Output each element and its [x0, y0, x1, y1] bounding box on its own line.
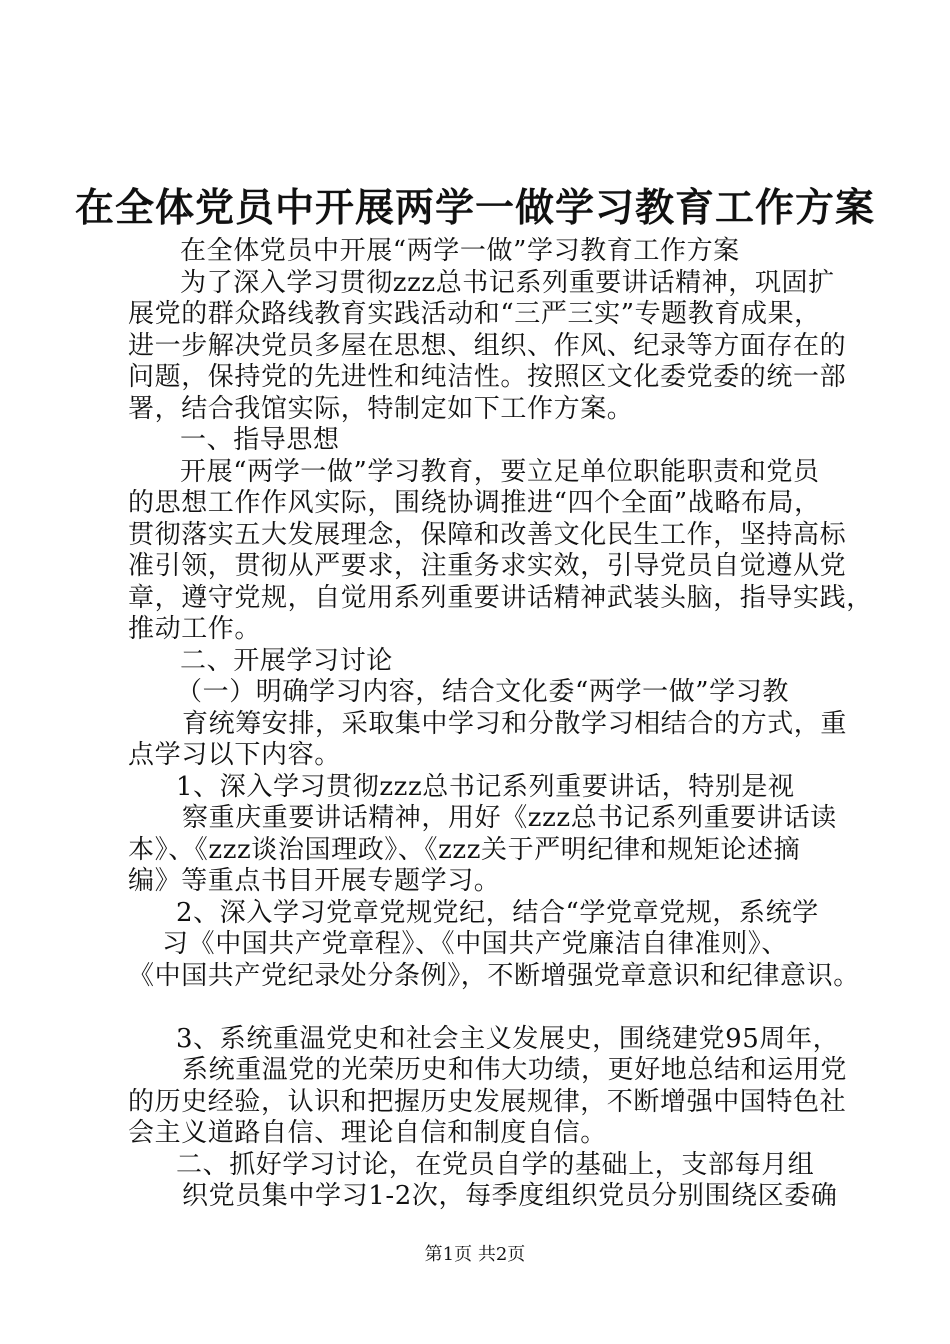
body-line: （一）明确学习内容，结合文化委“两学一做”学习教: [176, 677, 789, 707]
body-line: 问题，保持党的先进性和纯洁性。按照区文化委党委的统一部: [128, 362, 847, 392]
body-line: 开展“两学一做”学习教育，要立足单位职能职责和党员: [180, 456, 820, 487]
body-line: 进一步解决党员多屋在思想、组织、作风、纪录等方面存在的: [128, 330, 847, 361]
body-line: 习《中国共产党章程》、《中国共产党廉洁自律准则》、: [162, 929, 789, 959]
body-line: 本》、《zzz谈治国理政》、《zzz关于严明纪律和规矩论述摘: [128, 834, 801, 865]
body-line: 3、系统重温党史和社会主义发展史，围绕建党95周年，: [176, 1023, 840, 1054]
body-line: 展党的群众路线教育实践活动和“三严三实”专题教育成果，: [128, 299, 821, 329]
body-line: 署，结合我馆实际，特制定如下工作方案。: [128, 393, 634, 424]
subtitle-line: 在全体党员中开展“两学一做”学习教育工作方案: [180, 236, 740, 266]
body-line: 1、深入学习贯彻zzz总书记系列重要讲话，特别是视: [176, 771, 795, 802]
section-heading: 一、指导思想: [180, 425, 340, 455]
body-line: 点学习以下内容。: [128, 740, 341, 770]
document-title: 在全体党员中开展两学一做学习教育工作方案: [74, 185, 875, 231]
body-line: 会主义道路自信、理论自信和制度自信。: [128, 1118, 607, 1148]
body-line: 为了深入学习贯彻zzz总书记系列重要讲话精神，巩固扩: [180, 267, 835, 298]
blank-line: [128, 992, 848, 1024]
body-line: 准引领，贯彻从严要求，注重务求实效，引导党员自觉遵从党: [128, 551, 847, 581]
body-line: 的思想工作作风实际，围绕协调推进“四个全面”战略布局，: [128, 488, 821, 518]
body-line: 贯彻落实五大发展理念，保障和改善文化民生工作，坚持高标: [128, 519, 847, 550]
body-line: 察重庆重要讲话精神，用好《zzz总书记系列重要讲话读: [182, 803, 837, 833]
body-line: 章，遵守党规，自觉用系列重要讲话精神武装头脑，指导实践，: [128, 582, 873, 613]
body-line: 织党员集中学习1-2次，每季度组织党员分别围绕区委确: [182, 1181, 838, 1211]
body-line: 编》等重点书目开展专题学习。: [128, 866, 501, 896]
body-line: 的历史经验，认识和把握历史发展规律，不断增强中国特色社: [128, 1086, 847, 1117]
page-number-footer: 第1页 共2页: [424, 1244, 526, 1265]
document-body: [128, 236, 873, 1213]
body-line: 二、抓好学习讨论，在党员自学的基础上，支部每月组: [176, 1149, 815, 1180]
body-line: 《中国共产党纪录处分条例》，不断增强党章意识和纪律意识。: [128, 960, 860, 991]
body-line: 系统重温党的光荣历史和伟大功绩，更好地总结和运用党: [182, 1055, 848, 1085]
body-line: 推动工作。: [128, 614, 262, 644]
body-line: 育统筹安排，采取集中学习和分散学习相结合的方式，重: [182, 708, 848, 739]
section-heading: 二、开展学习讨论: [180, 645, 393, 676]
body-line: 2、深入学习党章党规党纪，结合“学党章党规，系统学: [176, 897, 819, 928]
